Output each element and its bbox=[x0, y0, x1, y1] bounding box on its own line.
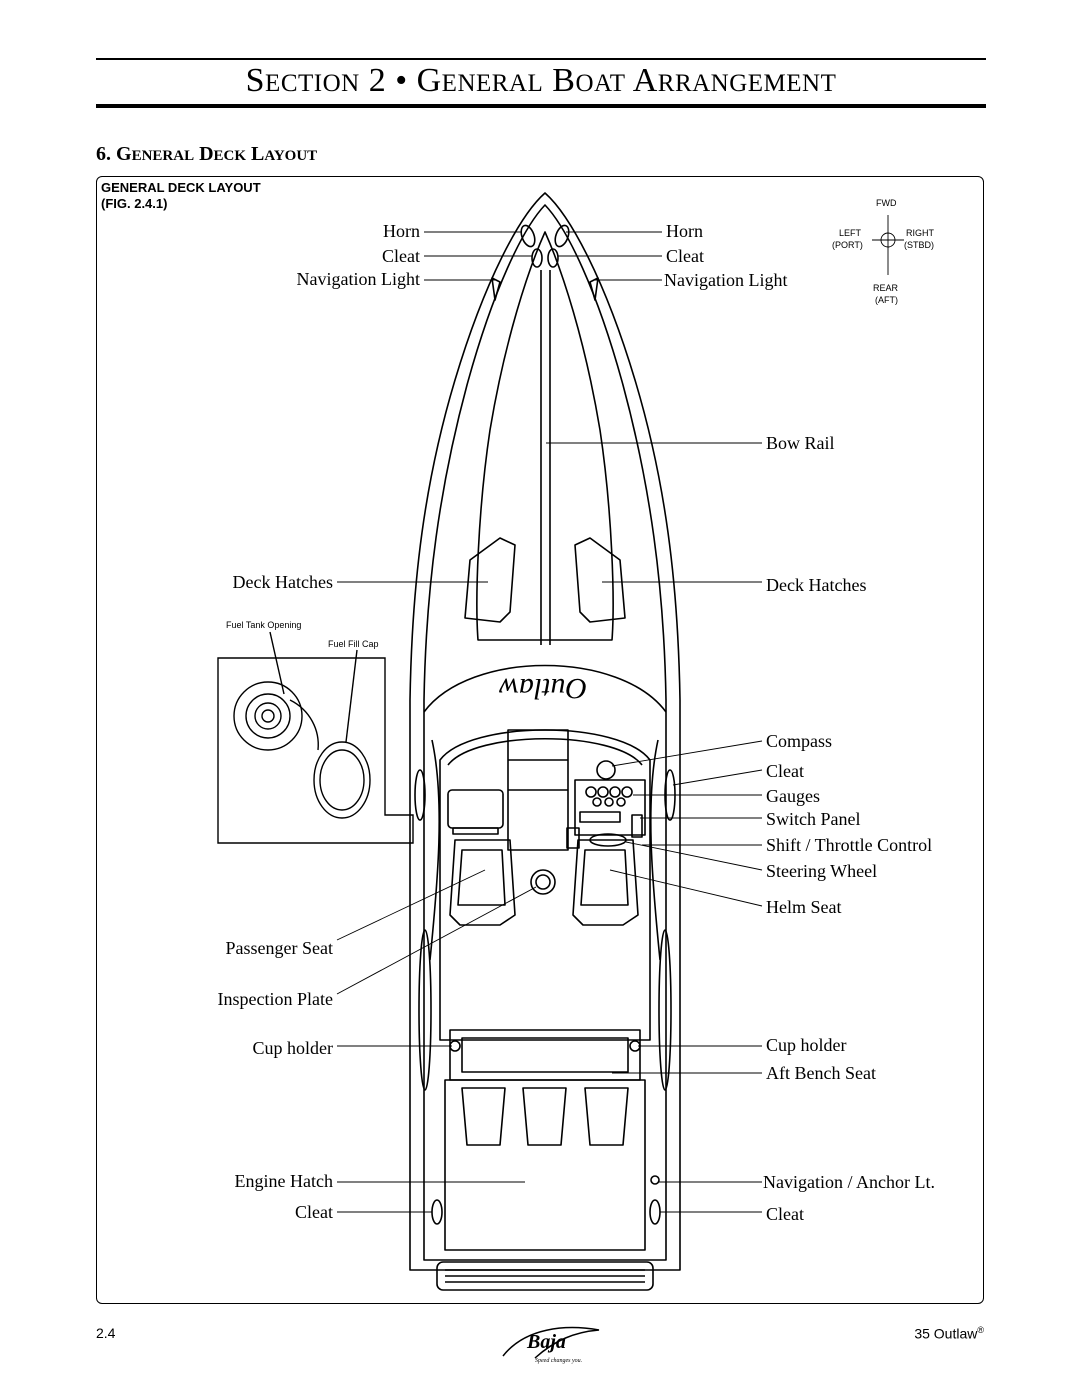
fwd-label: FWD bbox=[876, 198, 897, 208]
subsection-word1-cap: G bbox=[116, 143, 132, 165]
label-passenger-seat: Passenger Seat bbox=[225, 938, 333, 958]
port-label: (PORT) bbox=[832, 240, 863, 250]
subsection-word2-cap: D bbox=[199, 143, 214, 165]
label-cup-holder-left: Cup holder bbox=[252, 1038, 333, 1058]
label-engine-hatch: Engine Hatch bbox=[234, 1171, 333, 1191]
fuel-fill-cap-label: Fuel Fill Cap bbox=[328, 639, 379, 649]
subsection-word3-rest: AYOUT bbox=[264, 148, 318, 164]
label-helm-seat: Helm Seat bbox=[766, 897, 842, 917]
label-steering-wheel: Steering Wheel bbox=[766, 861, 878, 881]
label-cleat-stern-left: Cleat bbox=[295, 1202, 333, 1222]
section-word-cap: S bbox=[245, 62, 266, 99]
aft-label: (AFT) bbox=[875, 295, 898, 305]
label-horn-right: Horn bbox=[666, 221, 703, 241]
rear-label: REAR bbox=[873, 283, 899, 293]
deck-hatch-right bbox=[575, 538, 625, 622]
switch-panel bbox=[580, 812, 620, 822]
cleat-stern-right bbox=[650, 1200, 660, 1224]
section-bullet: • bbox=[395, 62, 408, 99]
label-deck-hatches-left: Deck Hatches bbox=[232, 572, 333, 592]
fuel-tank-opening-label: Fuel Tank Opening bbox=[226, 620, 302, 630]
nav-light-right bbox=[590, 278, 598, 300]
title-word3-cap: A bbox=[632, 62, 658, 99]
stbd-label: (STBD) bbox=[904, 240, 934, 250]
label-nav-light-right: Navigation Light bbox=[664, 270, 788, 290]
label-cup-holder-right: Cup holder bbox=[766, 1035, 847, 1055]
figure-caption-line2: (FIG. 2.4.1) bbox=[101, 196, 168, 211]
label-cleat-bow-left: Cleat bbox=[382, 246, 420, 266]
label-bow-rail: Bow Rail bbox=[766, 433, 835, 453]
label-deck-hatches-right: Deck Hatches bbox=[766, 575, 867, 595]
nav-light-left bbox=[492, 278, 500, 300]
baja-logo-tagline: Speed changes you. bbox=[535, 1358, 583, 1364]
fuel-inset-box bbox=[218, 658, 413, 843]
section-word-rest: ECTION bbox=[265, 70, 360, 97]
label-horn-left: Horn bbox=[383, 221, 420, 241]
title-word3-rest: RRANGEMENT bbox=[657, 70, 837, 97]
label-gauges: Gauges bbox=[766, 786, 820, 806]
section-number: 2 bbox=[368, 62, 387, 99]
label-cleat-stern-right: Cleat bbox=[766, 1204, 804, 1224]
subsection-word3-cap: L bbox=[251, 143, 265, 165]
left-label: LEFT bbox=[839, 228, 862, 238]
label-cleat-mid: Cleat bbox=[766, 761, 804, 781]
hull-outline bbox=[410, 193, 680, 1270]
engine-hatch bbox=[445, 1080, 645, 1250]
title-word2-cap: B bbox=[552, 62, 576, 99]
cleat-stern-left bbox=[432, 1200, 442, 1224]
model-name bbox=[884, 1325, 984, 1342]
passenger-console bbox=[448, 790, 503, 828]
label-cleat-bow-right: Cleat bbox=[666, 246, 704, 266]
baja-logo bbox=[495, 1318, 605, 1368]
cockpit-arch bbox=[440, 730, 650, 1040]
deck-hatch-left bbox=[465, 538, 515, 622]
helm-console bbox=[575, 780, 645, 835]
title-word1-cap: G bbox=[416, 62, 442, 99]
label-nav-anchor: Navigation / Anchor Lt. bbox=[763, 1172, 935, 1192]
right-label: RIGHT bbox=[906, 228, 934, 238]
title-word2-rest: OAT bbox=[575, 70, 626, 97]
label-shift-throttle: Shift / Throttle Control bbox=[766, 835, 933, 855]
page-number: 2.4 bbox=[96, 1325, 116, 1341]
label-nav-light-left: Navigation Light bbox=[296, 269, 420, 289]
subsection-number: 6. bbox=[96, 143, 111, 165]
subsection-word1-rest: ENERAL bbox=[131, 148, 195, 164]
label-inspection-plate: Inspection Plate bbox=[217, 989, 333, 1009]
inspection-plate bbox=[531, 870, 555, 894]
figure-caption-line1: GENERAL DECK LAYOUT bbox=[101, 180, 261, 195]
title-word1-rest: ENERAL bbox=[441, 70, 544, 97]
model-name-text: 35 Outlaw bbox=[914, 1325, 978, 1342]
fuel-fill-cap bbox=[314, 742, 370, 818]
subsection-word2-rest: ECK bbox=[213, 148, 247, 164]
label-compass: Compass bbox=[766, 731, 833, 751]
label-aft-bench-seat: Aft Bench Seat bbox=[766, 1063, 876, 1083]
baja-logo-text: Baja bbox=[527, 1331, 566, 1353]
nav-anchor-light bbox=[651, 1176, 659, 1184]
outlaw-script: Outlaw bbox=[498, 672, 588, 705]
compass bbox=[597, 761, 615, 779]
cockpit-inner-arch bbox=[448, 739, 642, 765]
registered-mark: ® bbox=[977, 1325, 984, 1335]
label-switch-panel: Switch Panel bbox=[766, 809, 861, 829]
